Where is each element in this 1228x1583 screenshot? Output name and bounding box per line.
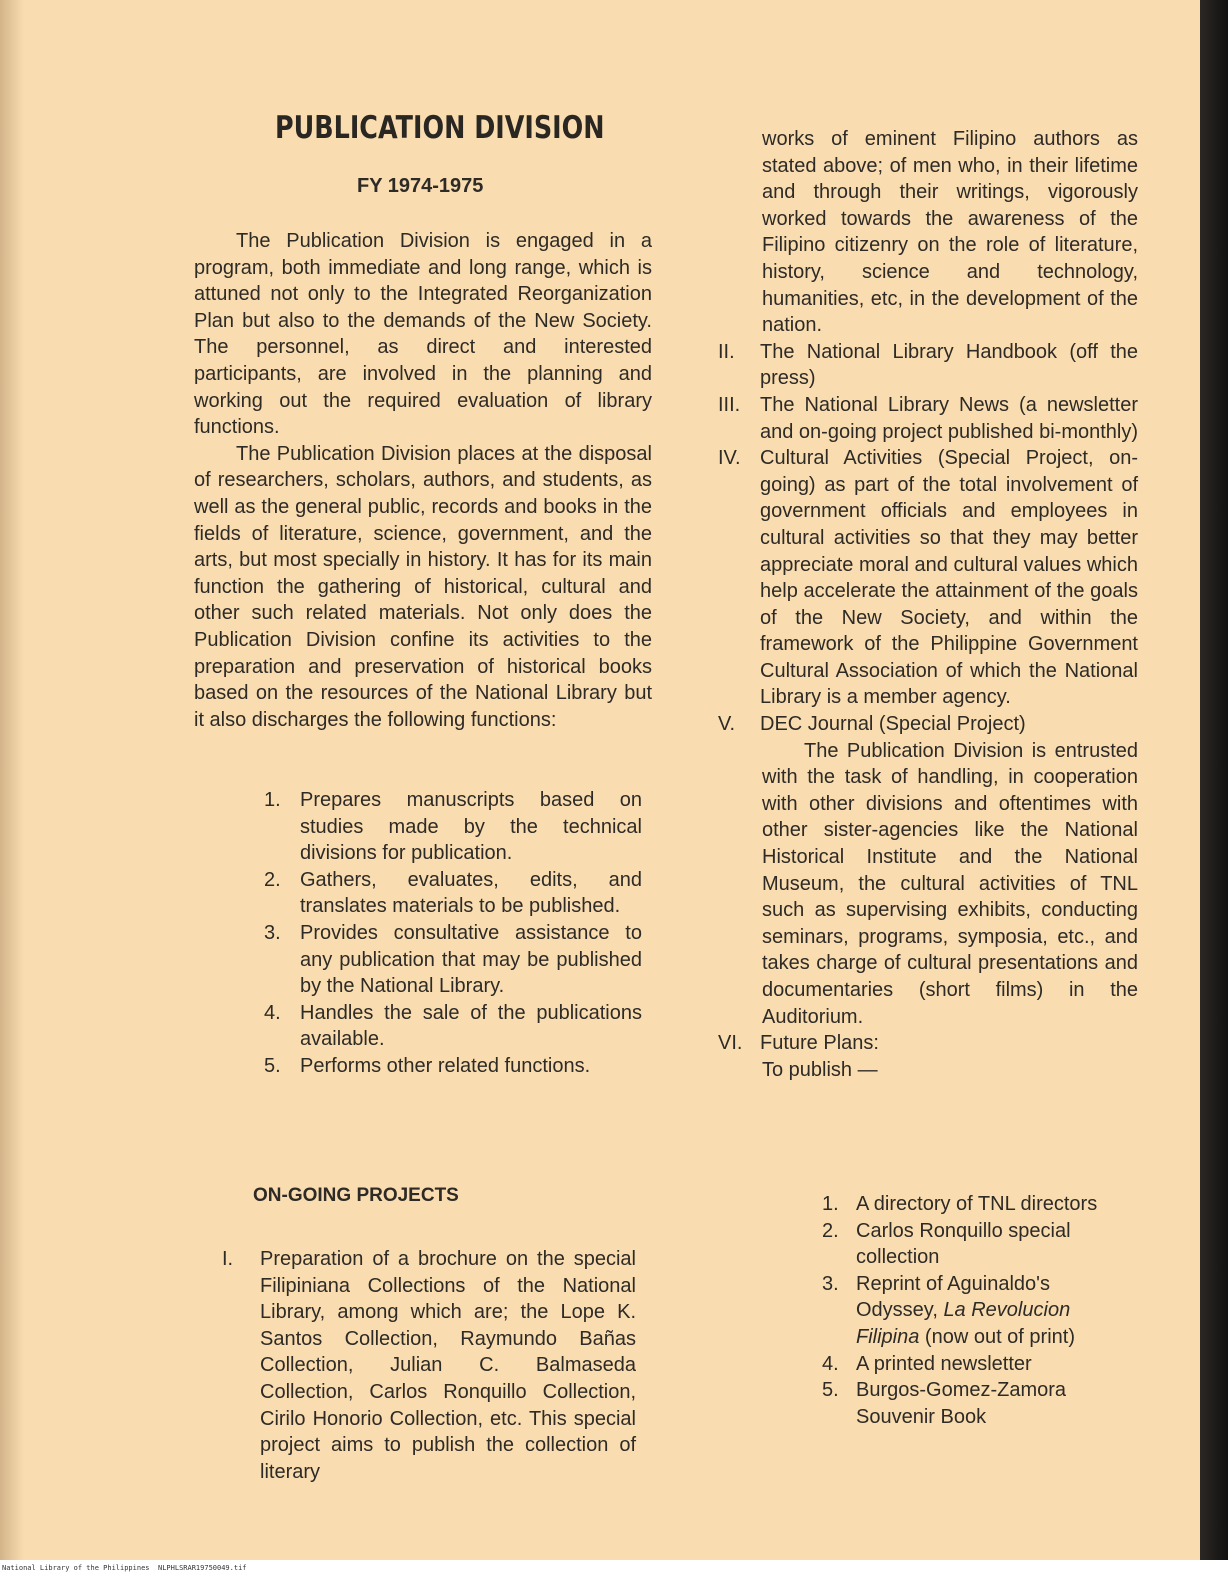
intro-paragraph: The Publication Division places at the disposal of researchers, scholars, authors, and students, as well as the general public, records and books in the fields of literature, science, government, and the arts, but most specially in history. It has for its main function the gathering of historical, cultural and other such related materials. Not only does the Publication Division confine its activities to the preparation and preservation of historical books based on the resources of the National Library but it also discharges the following functions: — [194, 442, 652, 731]
projects-list — [718, 1030, 1138, 1057]
list-item: 3. Reprint of Aguinaldo's Odyssey, La Revolucion Filipina (now out of print) — [822, 1272, 1075, 1348]
future-plans-list — [822, 1191, 1128, 1430]
list-item: 2. Carlos Ronquillo special collection — [822, 1219, 1071, 1269]
functions-list — [264, 787, 642, 1080]
list-item: 5. Performs other related functions. — [264, 1054, 591, 1077]
fiscal-year: FY 1974-1975 — [357, 175, 484, 197]
list-item: I. Preparation of a brochure on the special Filipiniana Collections of the National Library, among which are; the Lope K. Santos Collection, Raymundo Bañas Collection, Julian C. Balmaseda Collection, Carlos Ronquillo Collection, Cirilo Honorio Collection, etc. This special project aims to publish the collection of literary — [222, 1248, 636, 1483]
section-heading: ON-GOING PROJECTS — [253, 1185, 459, 1206]
right-column — [718, 126, 1138, 1083]
intro-paragraph: The Publication Division is engaged in a program, both immediate and long range, which is attuned not only to the Integrated Reorganization Plan but also to the demands of the New Society. The personnel, as direct and interested participants, are involved in the planning and working out the required evaluation of library functions. — [194, 230, 652, 439]
list-item: 4. Handles the sale of the publications available. — [264, 1001, 642, 1051]
list-item: 2. Gathers, evaluates, edits, and translates materials to be published. — [264, 868, 642, 918]
project-continuation: works of eminent Filipino authors as stated above; of men who, in their lifetime and through their writings, vigorously worked towards the awareness of the Filipino citizenry on the role of literature, history, science and technology, humanities, etc, in the development of the nation. — [762, 128, 1138, 337]
list-item: VI. Future Plans: — [718, 1032, 879, 1055]
list-item: 3. Provides consultative assistance to any publication that may be published by the National Library. — [264, 921, 642, 998]
projects-list — [718, 339, 1138, 738]
page-title: PUBLICATION DIVISION — [275, 110, 605, 146]
list-item: 1. A directory of TNL directors — [822, 1193, 1098, 1215]
project-detail: The Publication Division is entrusted with the task of handling, in cooperation with other divisions and oftentimes with other sister-agencies like the National Historical Institute and the National Museum, the cultural activities of TNL such as supervising exhibits, conducting seminars, programs, symposia, etc., and takes charge of cultural presentations and documentaries (short films) in the Auditorium. — [762, 739, 1138, 1028]
footer-source: National Library of the Philippines — [2, 1564, 150, 1572]
scan-footer — [0, 1562, 1228, 1583]
scan-edge — [1200, 0, 1228, 1560]
list-item: 5. Burgos-Gomez-Zamora Souvenir Book — [822, 1379, 1067, 1428]
list-item: IV. Cultural Activities (Special Project, on-going) as part of the total involvement of government officials and employees in cultural activities so that they may better appreciate moral and cultural values which help accelerate the attainment of the goals of the New Society, and within the framework of the Philippine Government Cultural Association of which the National Library is a member agency. — [718, 447, 1138, 709]
list-item: III. The National Library News (a newsletter and on-going project published bi-monthly) — [718, 393, 1139, 443]
list-item: II. The National Library Handbook (off the press) — [718, 340, 1138, 390]
list-item: V. DEC Journal (Special Project) — [718, 713, 1026, 736]
list-item: 1. Prepares manuscripts based on studies made by the technical divisions for publication. — [264, 789, 642, 865]
intro-section — [194, 228, 652, 733]
future-lead: To publish — — [762, 1058, 878, 1081]
footer-file: NLPHLSRAR19750049.tif — [158, 1564, 247, 1572]
projects-list — [222, 1246, 636, 1485]
list-item: 4. A printed newsletter — [822, 1352, 1032, 1375]
